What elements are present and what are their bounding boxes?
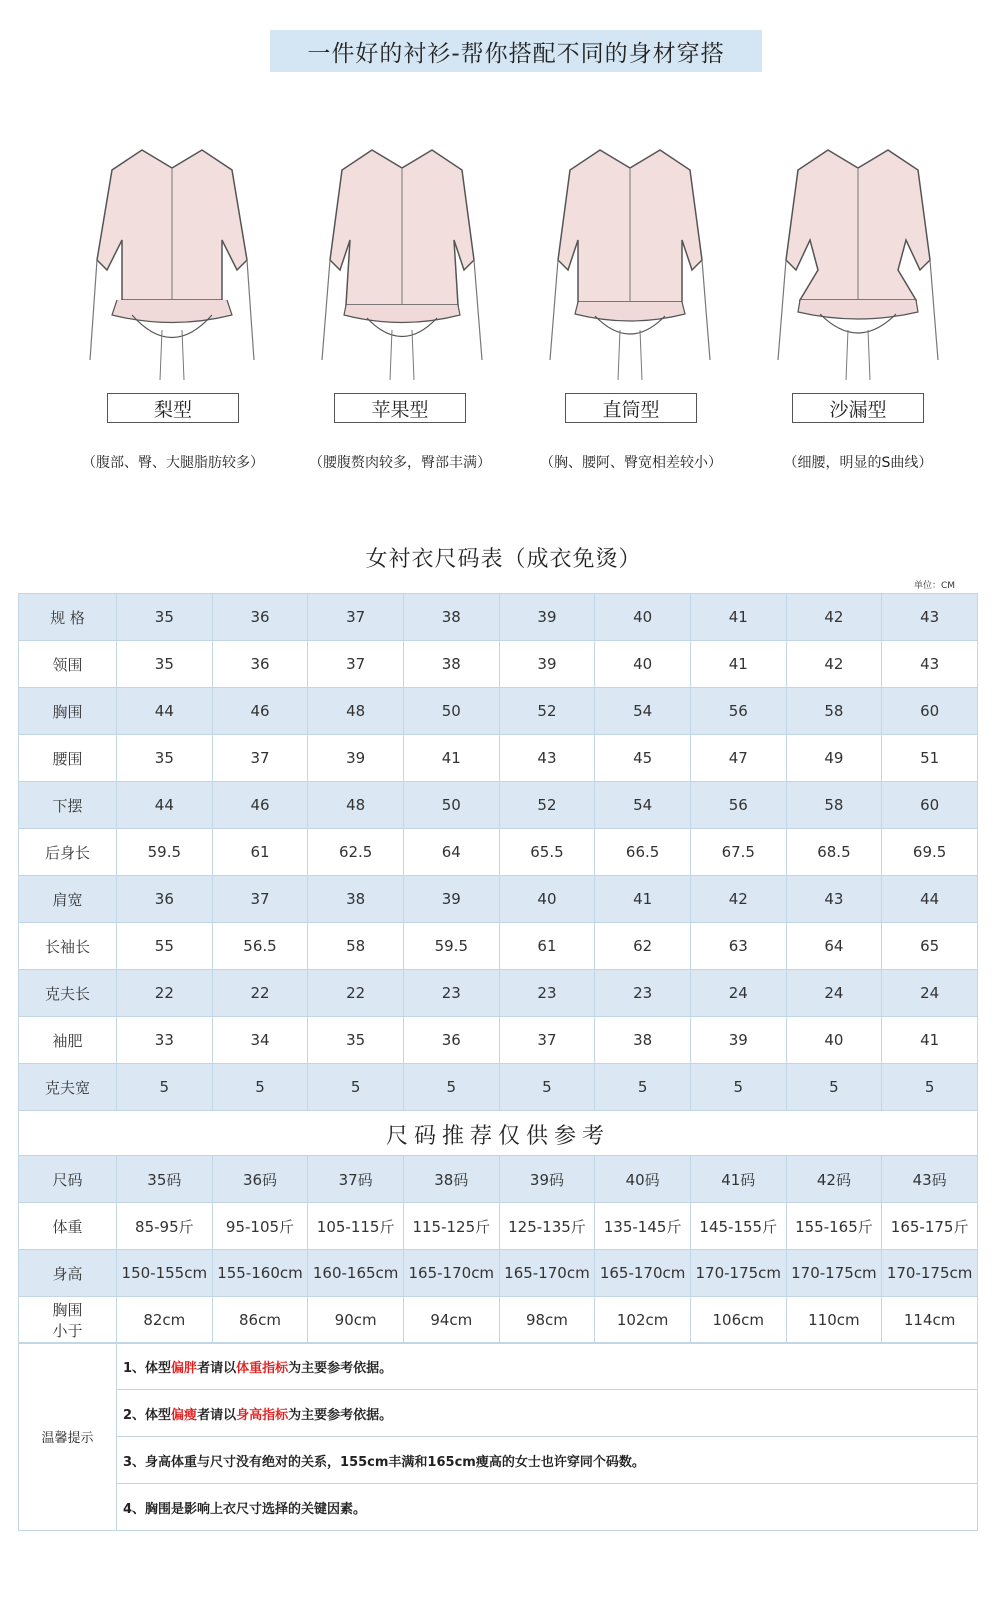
recommend-cell: 155-160cm (212, 1250, 308, 1297)
recommend-cell: 95-105斤 (212, 1203, 308, 1250)
size-row (19, 923, 978, 970)
size-cell: 5 (117, 1064, 213, 1111)
size-cell: 37 (212, 876, 308, 923)
size-cell: 61 (499, 923, 595, 970)
size-cell: 22 (212, 970, 308, 1017)
size-cell: 58 (786, 782, 882, 829)
tip-text: 为主要参考依据。 (288, 1407, 393, 1423)
body-type-desc: （腰腹赘肉较多，臀部丰满） (309, 455, 491, 471)
recommend-title: 尺码推荐仅供参考 (19, 1111, 978, 1158)
size-cell: 60 (882, 688, 978, 735)
page-banner: 一件好的衬衫-帮你搭配不同的身材穿搭 (270, 30, 762, 72)
recommend-cell: 86cm (212, 1297, 308, 1344)
size-cell: 41 (690, 641, 786, 688)
size-cell: 56.5 (212, 923, 308, 970)
body-type-label: 梨型 (107, 393, 239, 423)
size-cell: 5 (308, 1064, 404, 1111)
size-cell: 68.5 (786, 829, 882, 876)
size-cell: 34 (212, 1017, 308, 1064)
size-cell: 5 (212, 1064, 308, 1111)
size-cell: 59.5 (117, 829, 213, 876)
size-cell: 67.5 (690, 829, 786, 876)
size-cell: 23 (499, 970, 595, 1017)
size-cell: 38 (595, 1017, 691, 1064)
size-cell: 38 (403, 594, 499, 641)
figure-straight (530, 130, 730, 390)
size-cell: 50 (403, 688, 499, 735)
size-table-title: 女衬衣尺码表（成衣免烫） (365, 547, 642, 572)
size-cell: 38 (308, 876, 404, 923)
size-cell: 36 (403, 1017, 499, 1064)
size-cell: 37 (212, 735, 308, 782)
row-label: 体重 (19, 1203, 117, 1250)
recommend-cell: 90cm (308, 1297, 404, 1344)
size-cell: 62.5 (308, 829, 404, 876)
size-cell: 62 (595, 923, 691, 970)
size-cell: 54 (595, 688, 691, 735)
size-cell: 24 (786, 970, 882, 1017)
tip-row (19, 1437, 978, 1484)
size-cell: 50 (403, 782, 499, 829)
recommend-cell: 38码 (403, 1156, 499, 1203)
size-cell: 5 (882, 1064, 978, 1111)
size-cell: 39 (308, 735, 404, 782)
recommend-cell: 37码 (308, 1156, 404, 1203)
unit-label: 单位：CM (913, 581, 955, 591)
size-cell: 47 (690, 735, 786, 782)
recommend-cell: 105-115斤 (308, 1203, 404, 1250)
tip-2 (117, 1390, 978, 1437)
size-cell: 69.5 (882, 829, 978, 876)
size-cell: 43 (786, 876, 882, 923)
tip-text: 为主要参考依据。 (288, 1360, 393, 1376)
size-cell: 46 (212, 688, 308, 735)
size-cell: 41 (595, 876, 691, 923)
recommend-cell: 150-155cm (117, 1250, 213, 1297)
size-cell: 64 (403, 829, 499, 876)
size-cell: 40 (499, 876, 595, 923)
recommend-cell: 35码 (117, 1156, 213, 1203)
size-cell: 59.5 (403, 923, 499, 970)
recommend-cell: 114cm (882, 1297, 978, 1344)
size-cell: 56 (690, 782, 786, 829)
size-cell: 44 (882, 876, 978, 923)
recommend-cell: 39码 (499, 1156, 595, 1203)
size-cell: 58 (786, 688, 882, 735)
row-label-line: 小于 (52, 1322, 83, 1340)
tip-text: 1、体型 (123, 1360, 172, 1376)
size-cell: 60 (882, 782, 978, 829)
row-label: 尺码 (19, 1156, 117, 1203)
size-cell: 5 (595, 1064, 691, 1111)
size-cell: 35 (117, 735, 213, 782)
size-cell: 52 (499, 688, 595, 735)
recommend-cell: 165-175斤 (882, 1203, 978, 1250)
recommend-cell: 82cm (117, 1297, 213, 1344)
recommend-cell: 125-135斤 (499, 1203, 595, 1250)
row-label: 腰围 (19, 735, 117, 782)
recommend-cell: 98cm (499, 1297, 595, 1344)
size-cell: 45 (595, 735, 691, 782)
size-cell: 43 (882, 594, 978, 641)
size-cell: 5 (786, 1064, 882, 1111)
size-row (19, 735, 978, 782)
recommend-cell: 102cm (595, 1297, 691, 1344)
row-label: 规 格 (19, 594, 117, 641)
size-cell: 39 (403, 876, 499, 923)
size-cell: 40 (595, 594, 691, 641)
shirt-figure-illustration (530, 130, 730, 390)
recommend-cell: 165-170cm (403, 1250, 499, 1297)
tip-text: 者请以 (197, 1407, 237, 1423)
size-cell: 5 (499, 1064, 595, 1111)
size-cell: 5 (403, 1064, 499, 1111)
size-cell: 43 (882, 641, 978, 688)
recommend-row (19, 1297, 978, 1344)
size-cell: 48 (308, 688, 404, 735)
size-cell: 35 (117, 641, 213, 688)
recommend-cell: 43码 (882, 1156, 978, 1203)
row-label-line: 胸围 (52, 1301, 83, 1319)
body-type-label: 苹果型 (334, 393, 466, 423)
size-cell: 24 (690, 970, 786, 1017)
size-cell: 41 (882, 1017, 978, 1064)
size-cell: 24 (882, 970, 978, 1017)
recommend-cell: 170-175cm (882, 1250, 978, 1297)
size-cell: 42 (786, 594, 882, 641)
size-cell: 36 (212, 594, 308, 641)
size-cell: 39 (499, 641, 595, 688)
recommend-cell: 106cm (690, 1297, 786, 1344)
tip-highlight: 体重指标 (236, 1360, 289, 1376)
recommend-cell: 94cm (403, 1297, 499, 1344)
tip-1 (117, 1343, 978, 1390)
size-row (19, 1017, 978, 1064)
size-cell: 5 (690, 1064, 786, 1111)
figure-apple (302, 130, 502, 390)
size-cell: 23 (595, 970, 691, 1017)
recommend-cell: 165-170cm (595, 1250, 691, 1297)
size-cell: 35 (308, 1017, 404, 1064)
recommend-cell: 145-155斤 (690, 1203, 786, 1250)
row-label (19, 1297, 117, 1344)
tip-highlight: 身高指标 (236, 1407, 289, 1423)
size-cell: 55 (117, 923, 213, 970)
size-cell: 40 (786, 1017, 882, 1064)
body-type-desc: （胸、腰阿、臀宽相差较小） (540, 455, 722, 471)
size-cell: 44 (117, 688, 213, 735)
size-table (18, 593, 978, 1158)
tip-text: 者请以 (197, 1360, 237, 1376)
row-label: 胸围 (19, 688, 117, 735)
size-cell: 42 (786, 641, 882, 688)
tip-3: 3、身高体重与尺寸没有绝对的关系，155cm丰满和165cm瘦高的女士也许穿同个码数。 (117, 1437, 978, 1484)
row-label: 长袖长 (19, 923, 117, 970)
size-cell: 44 (117, 782, 213, 829)
recommend-table (18, 1155, 978, 1344)
size-cell: 49 (786, 735, 882, 782)
size-cell: 61 (212, 829, 308, 876)
row-label: 后身长 (19, 829, 117, 876)
recommend-row (19, 1203, 978, 1250)
recommend-cell: 160-165cm (308, 1250, 404, 1297)
size-cell: 42 (690, 876, 786, 923)
body-type-desc: （腹部、臀、大腿脂肪较多） (82, 455, 264, 471)
recommend-cell: 170-175cm (690, 1250, 786, 1297)
size-cell: 36 (212, 641, 308, 688)
size-row (19, 829, 978, 876)
size-row (19, 876, 978, 923)
recommend-cell: 165-170cm (499, 1250, 595, 1297)
tip-row (19, 1484, 978, 1531)
row-label: 领围 (19, 641, 117, 688)
size-cell: 23 (403, 970, 499, 1017)
size-cell: 51 (882, 735, 978, 782)
size-cell: 37 (308, 594, 404, 641)
size-cell: 37 (308, 641, 404, 688)
recommend-cell: 170-175cm (786, 1250, 882, 1297)
row-label: 克夫宽 (19, 1064, 117, 1111)
size-cell: 63 (690, 923, 786, 970)
recommend-title-row (19, 1111, 978, 1158)
recommend-cell: 36码 (212, 1156, 308, 1203)
size-row (19, 782, 978, 829)
size-cell: 37 (499, 1017, 595, 1064)
tips-label: 温馨提示 (19, 1343, 117, 1531)
size-cell: 58 (308, 923, 404, 970)
size-cell: 22 (117, 970, 213, 1017)
tip-row (19, 1390, 978, 1437)
size-cell: 38 (403, 641, 499, 688)
recommend-cell: 42码 (786, 1156, 882, 1203)
figure-pear (72, 130, 272, 390)
size-row (19, 1064, 978, 1111)
row-label: 袖肥 (19, 1017, 117, 1064)
figure-hourglass (758, 130, 958, 390)
size-cell: 40 (595, 641, 691, 688)
shirt-figure-illustration (758, 130, 958, 390)
size-cell: 35 (117, 594, 213, 641)
size-cell: 41 (403, 735, 499, 782)
size-cell: 33 (117, 1017, 213, 1064)
size-cell: 65.5 (499, 829, 595, 876)
size-cell: 36 (117, 876, 213, 923)
size-cell: 64 (786, 923, 882, 970)
tip-text: 2、体型 (123, 1407, 172, 1423)
body-type-label: 直筒型 (565, 393, 697, 423)
recommend-cell: 40码 (595, 1156, 691, 1203)
row-label: 肩宽 (19, 876, 117, 923)
size-cell: 46 (212, 782, 308, 829)
shirt-figure-illustration (72, 130, 272, 390)
size-cell: 39 (499, 594, 595, 641)
size-cell: 39 (690, 1017, 786, 1064)
size-cell: 65 (882, 923, 978, 970)
size-row (19, 594, 978, 641)
row-label: 克夫长 (19, 970, 117, 1017)
recommend-cell: 110cm (786, 1297, 882, 1344)
body-type-label: 沙漏型 (792, 393, 924, 423)
size-cell: 41 (690, 594, 786, 641)
size-cell: 22 (308, 970, 404, 1017)
recommend-row (19, 1156, 978, 1203)
size-cell: 48 (308, 782, 404, 829)
size-cell: 54 (595, 782, 691, 829)
size-cell: 56 (690, 688, 786, 735)
size-cell: 52 (499, 782, 595, 829)
size-cell: 43 (499, 735, 595, 782)
size-row (19, 970, 978, 1017)
recommend-row (19, 1250, 978, 1297)
size-row (19, 641, 978, 688)
recommend-cell: 115-125斤 (403, 1203, 499, 1250)
recommend-cell: 135-145斤 (595, 1203, 691, 1250)
recommend-cell: 155-165斤 (786, 1203, 882, 1250)
row-label: 身高 (19, 1250, 117, 1297)
tip-row (19, 1343, 978, 1390)
body-type-desc: （细腰，明显的S曲线） (783, 455, 933, 471)
tip-highlight: 偏瘦 (171, 1407, 198, 1423)
tip-4: 4、胸围是影响上衣尺寸选择的关键因素。 (117, 1484, 978, 1531)
tip-highlight: 偏胖 (171, 1360, 198, 1376)
row-label: 下摆 (19, 782, 117, 829)
recommend-cell: 85-95斤 (117, 1203, 213, 1250)
size-cell: 66.5 (595, 829, 691, 876)
tips-table (18, 1342, 978, 1531)
recommend-cell: 41码 (690, 1156, 786, 1203)
shirt-figure-illustration (302, 130, 502, 390)
size-row (19, 688, 978, 735)
